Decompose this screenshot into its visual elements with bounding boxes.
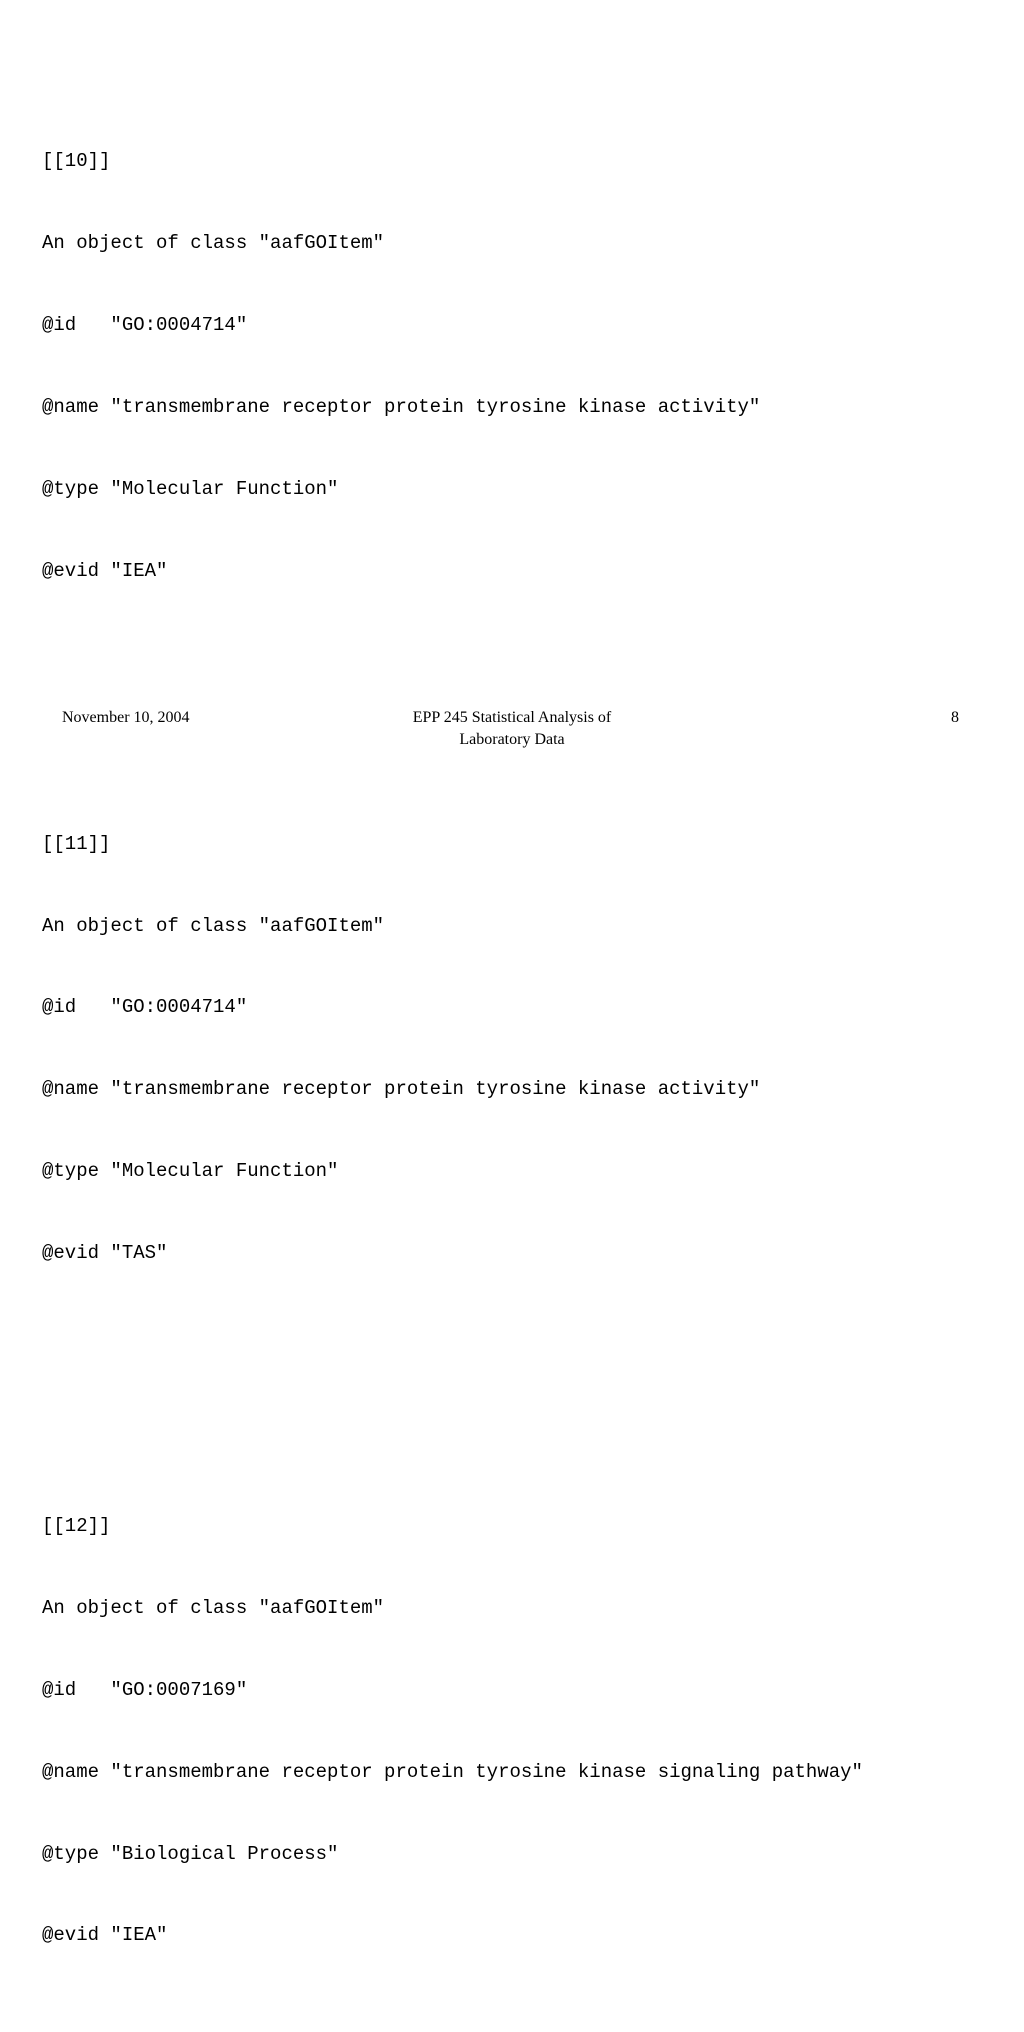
record-type-line: @type "Biological Process" xyxy=(42,1842,339,1865)
blank-line xyxy=(42,1322,863,1349)
record-type-line: @type "Molecular Function" xyxy=(42,1160,339,1183)
record-10 xyxy=(42,94,863,722)
record-11 xyxy=(42,776,863,1404)
record-id-line: @id "GO:0004714" xyxy=(42,313,248,336)
record-id-line: @id "GO:0004714" xyxy=(42,996,248,1019)
record-index: [[11]] xyxy=(42,832,111,855)
footer-title-line-2: Laboratory Data xyxy=(459,731,565,748)
record-index: [[10]] xyxy=(42,150,111,173)
footer-page-number: 8 xyxy=(951,709,959,726)
record-evid-line: @evid "IEA" xyxy=(42,559,168,582)
record-12 xyxy=(42,1458,863,2004)
record-type-line: @type "Molecular Function" xyxy=(42,477,339,500)
blank-line xyxy=(42,640,863,667)
record-class-line: An object of class "aafGOItem" xyxy=(42,914,385,937)
footer-course-title xyxy=(362,707,662,751)
footer-title-line-1: EPP 245 Statistical Analysis of xyxy=(412,709,612,726)
record-index: [[12]] xyxy=(42,1515,111,1538)
record-class-line: An object of class "aafGOItem" xyxy=(42,232,385,255)
record-name-line: @name "transmembrane receptor protein tyrosine kinase signaling pathway" xyxy=(42,1760,863,1783)
r-output-code-block xyxy=(42,39,863,2032)
record-id-line: @id "GO:0007169" xyxy=(42,1678,248,1701)
record-class-line: An object of class "aafGOItem" xyxy=(42,1596,385,1619)
record-name-line: @name "transmembrane receptor protein tyrosine kinase activity" xyxy=(42,1078,761,1101)
record-evid-line: @evid "TAS" xyxy=(42,1242,168,1265)
record-name-line: @name "transmembrane receptor protein tyrosine kinase activity" xyxy=(42,395,761,418)
record-evid-line: @evid "IEA" xyxy=(42,1924,168,1947)
footer-date: November 10, 2004 xyxy=(62,709,190,726)
